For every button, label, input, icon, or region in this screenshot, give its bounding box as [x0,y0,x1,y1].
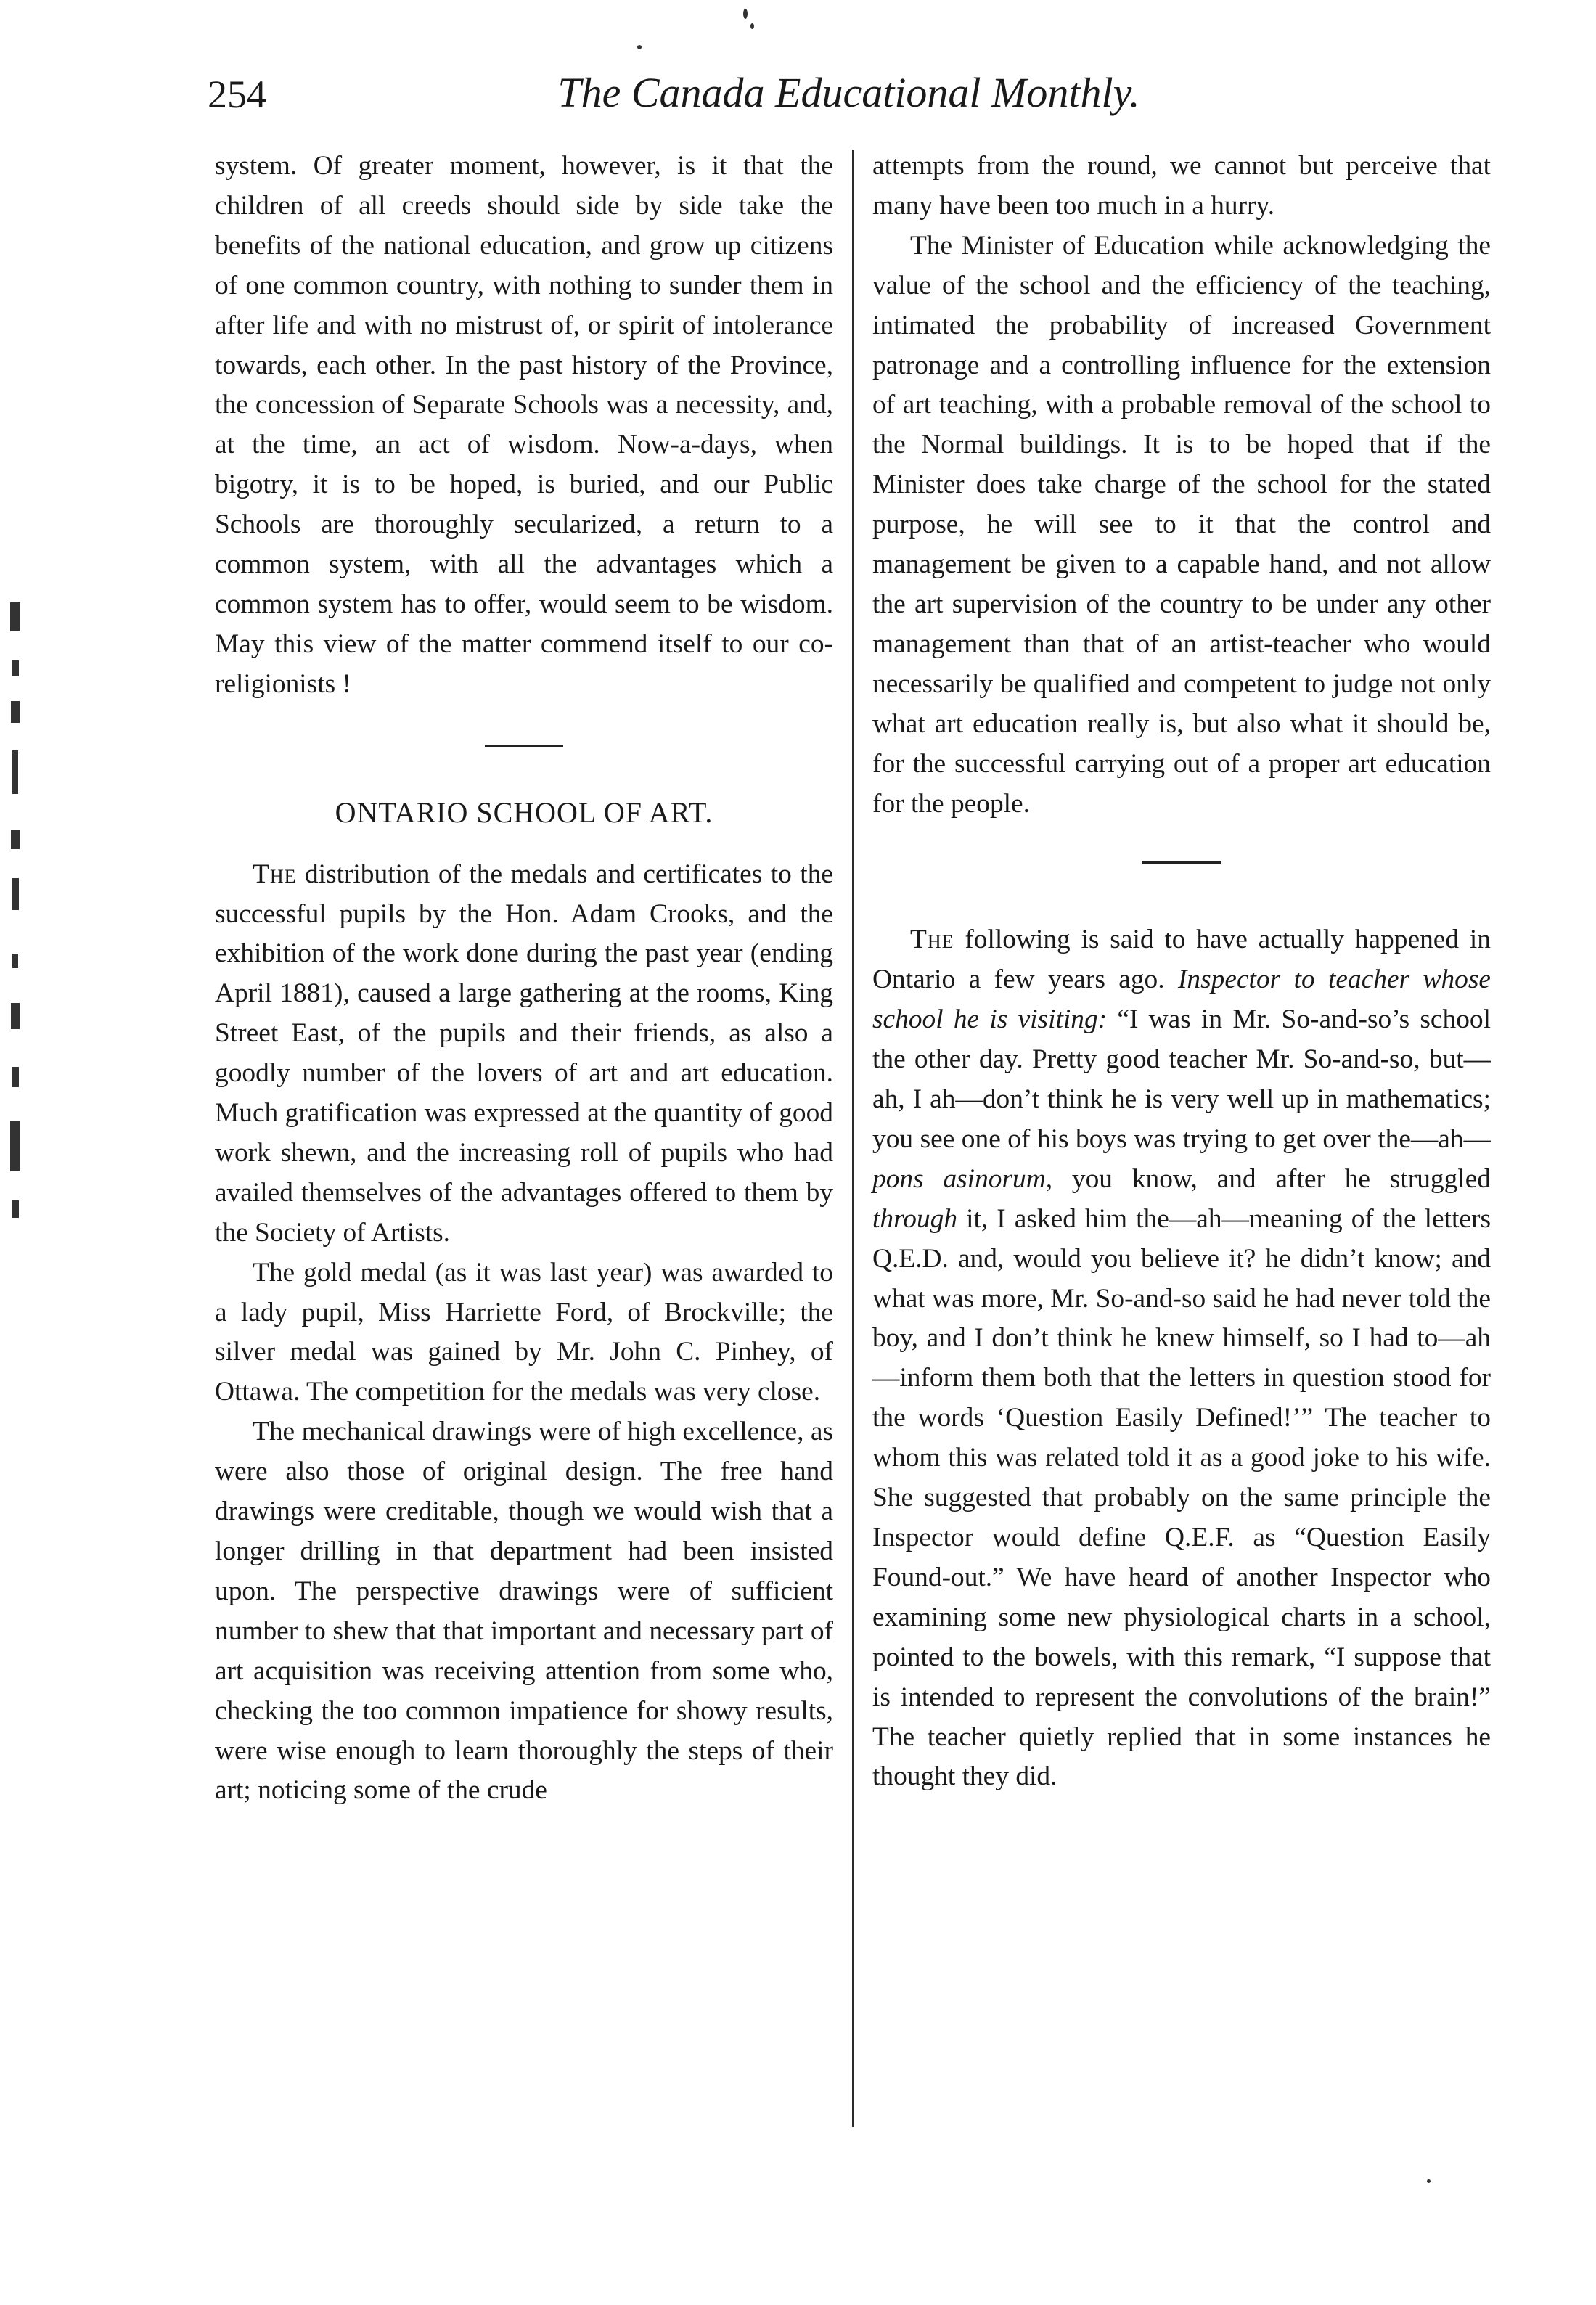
section-divider [485,745,563,747]
paragraph [872,920,1491,1797]
section-heading: ONTARIO SCHOOL OF ART. [335,795,713,829]
left-column [215,147,833,1811]
paragraph [215,855,833,1253]
paragraph: The Minister of Education while acknowledging the value of the school and the efficiency of the teaching, intimated the probability of increased Government patronage and a controlling influence for the extension of art teaching, with a probable removal of the school to the Normal buildings. It is to be hoped that if the Minister does take charge of the school for the stated purpose, he will see to it that the control and management be given to a capable hand, and not allow the art supervision of the country to be under any other management than that of an artist-teacher who would necessarily be qualified and competent to judge not only what art education really is, but also what it should be, for the successful carrying out of a proper art education for the people. [872,230,1491,819]
paragraph: system. Of greater moment, however, is it that the children of all creeds should side by side take the benefits of the national education, and grow up citizens of one common country, with nothing to sunder them in after life and with no mistrust of, or spirit of intolerance towards, each other. In the past history of the Province, the concession of Separate Schools was a necessity, and, at the time, an act of wisdom. Now-a-days, when bigotry, it is to be hoped, is buried, and our Public Schools are thoroughly secularized, a return to a common system, with all the advantages which a common system has to offer, would seem to be wisdom. May this view of the matter commend itself to our co-religionists ! [215,151,833,699]
paragraph: attempts from the round, we cannot but perceive that many have been too much in a hurry. [872,151,1491,221]
scan-speck [750,23,754,29]
margin-scan-marks [4,602,26,1285]
section-divider [1142,861,1221,864]
italic-phrase: Inspector to teacher whose school he is visiting: [872,965,1491,1035]
right-column [872,147,1491,1797]
lead-word: The [253,859,297,889]
italic-phrase: pons asinorum, [872,1163,1053,1194]
paragraph-text: “I was in Mr. So-and-so’s school the other day. Pretty good teacher Mr. So-and-so, but—ah, I ah—don’t think he is very well up in mathematics; you see one of his boys was trying to get over the—ah— [872,1004,1491,1154]
paragraph-text: it, I asked him the—ah—meaning of the letters Q.E.D. and, would you believe it? he didn’t know; and what was more, Mr. So-and-so said he had never told the boy, and I don’t think he knew himself, so I had to—ah—inform them both that the letters in question stood for the words ‘Question Easily Defined!’” The teacher to whom this was related told it as a good joke to his wife. She suggested that probably on the same principle the Inspector would define Q.E.F. as “Question Easily Found-out.” We have heard of another Inspector who examining some new physiological charts in a school, pointed to the bowels, with this remark, “I suppose that is intended to represent the convolutions of the brain!” The teacher quietly replied that in some instances he thought they did. [872,1203,1491,1792]
paragraph: The gold medal (as it was last year) was awarded to a lady pupil, Miss Harriette Ford, of Brockville; the silver medal was gained by Mr. John C. Pinhey, of Ottawa. The competition for the medals was very close. [215,1257,833,1407]
paragraph-text: you know, and after he struggled [1052,1163,1491,1194]
paragraph-text: following is said to have actually happened in Ontario a few years ago. [872,925,1491,995]
page-number: 254 [208,73,266,116]
column-rule [852,150,854,2127]
running-title: The Canada Educational Monthly. [557,69,1140,116]
scan-speck [1427,2179,1431,2183]
scan-speck [637,45,642,49]
lead-word: The [910,925,954,955]
scan-speck [743,9,748,19]
paragraph-text: distribution of the medals and certificates to the successful pupils by the Hon. Adam Crooks, and the exhibition of the work done during the past year (ending April 1881), caused a large gathering at the rooms, King Street East, of the pupils and their friends, as also a goodly number of the lovers of art and art education. Much gratification was expressed at the quantity of good work shewn, and the increasing roll of pupils who had availed themselves of the advantages offered to them by the Society of Artists. [215,859,833,1248]
paragraph: The mechanical drawings were of high excellence, as were also those of original design. The free hand drawings were creditable, though we would wish that a longer drilling in that department had been insisted upon. The perspective drawings were of sufficient number to shew that that important and necessary part of art acquisition was receiving attention from some who, checking the too common impatience for showy results, were wise enough to learn thoroughly the steps of their art; noticing some of the crude [215,1417,833,1806]
italic-phrase: through [872,1203,958,1234]
